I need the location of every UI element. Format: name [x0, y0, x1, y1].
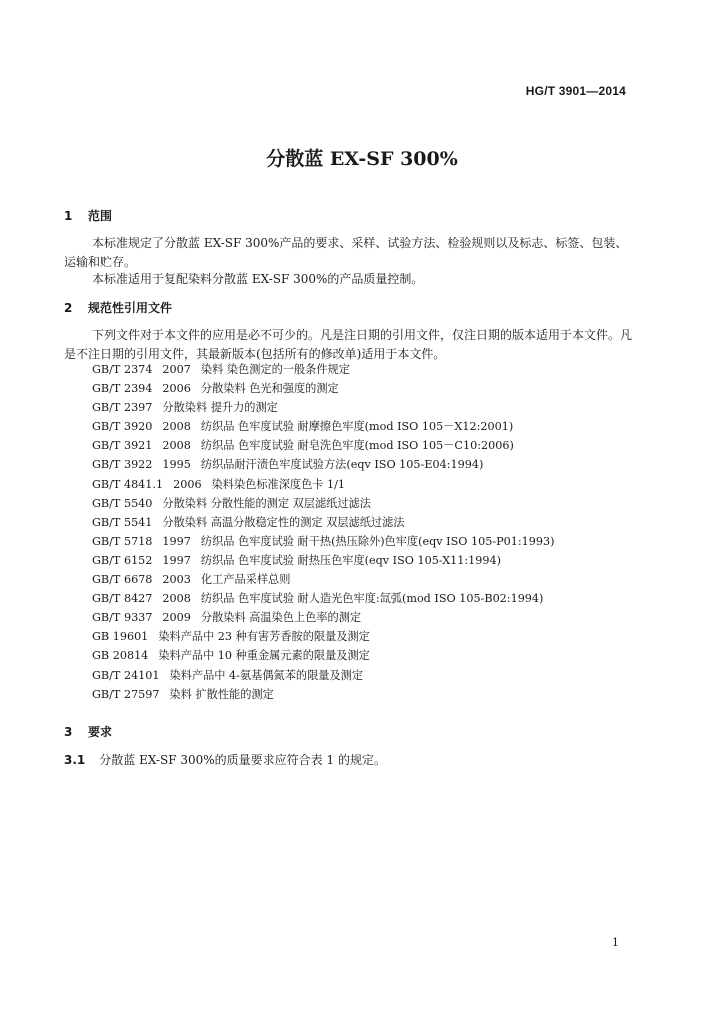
- reference-title: 染料产品中 23 种有害芳香胺的限量及测定: [158, 630, 370, 644]
- section-number: 1: [64, 209, 73, 223]
- section-title: 规范性引用文件: [88, 301, 173, 315]
- reference-code: GB/T 6152: [92, 553, 153, 567]
- reference-title: 纺织品 色牢度试验 耐热压色牢度(eqv ISO 105-X11:1994): [200, 553, 502, 567]
- reference-title: 纺织品 色牢度试验 耐干热(热压除外)色牢度(eqv ISO 105-P01:1993): [200, 534, 555, 548]
- reference-year: 1995: [162, 458, 191, 472]
- reference-item: [92, 455, 554, 474]
- reference-item: [92, 685, 554, 704]
- reference-item: [92, 398, 554, 417]
- reference-title: 纺织品 色牢度试验 耐皂洗色牢度(mod ISO 105－C10:2006): [200, 439, 514, 453]
- reference-item: [92, 589, 554, 608]
- section-title: 范围: [88, 209, 113, 223]
- reference-item: [92, 570, 554, 589]
- reference-item: [92, 551, 554, 570]
- reference-item: [92, 646, 554, 665]
- reference-year: 2008: [162, 439, 191, 453]
- reference-title: 染料产品中 4-氨基偶氮苯的限量及测定: [169, 668, 364, 682]
- reference-title: 分散染料 高温分散稳定性的测定 双层滤纸过滤法: [162, 515, 405, 529]
- reference-item: [92, 379, 554, 398]
- standard-code-header: HG/T 3901—2014: [525, 84, 626, 98]
- reference-item: [92, 475, 554, 494]
- reference-title: 纺织品 色牢度试验 耐人造光色牢度:氙弧(mod ISO 105-B02:1994): [200, 592, 544, 606]
- reference-item: [92, 494, 554, 513]
- reference-title: 染料 染色测定的一般条件规定: [200, 363, 350, 376]
- reference-code: GB 20814: [92, 649, 149, 663]
- reference-title: 纺织品 色牢度试验 耐摩擦色牢度(mod ISO 105－X12:2001): [200, 420, 514, 434]
- reference-year: 2006: [173, 477, 202, 491]
- reference-title: 纺织品耐汗渍色牢度试验方法(eqv ISO 105-E04:1994): [200, 458, 484, 472]
- reference-year: 2007: [162, 363, 191, 376]
- normative-intro-paragraph: 下列文件对于本文件的应用是必不可少的。凡是注日期的引用文件，仅注日期的版本适用于本文件。凡是不注日期的引用文件，其最新版本(包括所有的修改单)适用于本文件。: [64, 328, 633, 361]
- scope-paragraph-1: 本标准规定了分散蓝 EX-SF 300%产品的要求、采样、试验方法、检验规则以及标志、标签、包装、运输和贮存。: [64, 236, 628, 269]
- reference-code: GB/T 5540: [92, 496, 153, 510]
- reference-code: GB/T 9337: [92, 611, 153, 625]
- reference-code: GB/T 24101: [92, 668, 160, 682]
- reference-year: 2009: [162, 611, 191, 625]
- clause-3-1: [64, 751, 386, 768]
- reference-item: [92, 513, 554, 532]
- reference-list: [92, 360, 554, 704]
- section-number: 3: [64, 725, 73, 739]
- reference-code: GB/T 2374: [92, 363, 153, 376]
- section-1-heading: [64, 207, 112, 224]
- reference-title: 化工产品采样总则: [200, 573, 291, 587]
- reference-code: GB/T 2397: [92, 401, 153, 415]
- reference-code: GB/T 27597: [92, 687, 160, 701]
- clause-text: 分散蓝 EX-SF 300%的质量要求应符合表 1 的规定。: [99, 753, 386, 767]
- reference-code: GB/T 4841.1: [92, 477, 164, 491]
- reference-code: GB/T 3922: [92, 458, 153, 472]
- reference-item: [92, 666, 554, 685]
- reference-code: GB/T 3921: [92, 439, 153, 453]
- clause-number: 3.1: [64, 753, 86, 767]
- reference-code: GB/T 8427: [92, 592, 153, 606]
- reference-code: GB/T 5718: [92, 534, 153, 548]
- reference-title: 分散染料 分散性能的测定 双层滤纸过滤法: [162, 496, 371, 510]
- reference-year: 2003: [162, 573, 191, 587]
- reference-item: [92, 436, 554, 455]
- reference-item: [92, 417, 554, 436]
- reference-code: GB/T 5541: [92, 515, 153, 529]
- reference-year: 2006: [162, 382, 191, 396]
- reference-title: 染料产品中 10 种重金属元素的限量及测定: [158, 649, 370, 663]
- section-3-heading: [64, 723, 112, 740]
- reference-title: 分散染料 提升力的测定: [162, 401, 278, 415]
- reference-item: [92, 608, 554, 627]
- reference-code: GB/T 6678: [92, 573, 153, 587]
- reference-title: 染料染色标准深度色卡 1/1: [211, 477, 346, 491]
- reference-item: [92, 360, 554, 379]
- scope-paragraph-2: 本标准适用于复配染料分散蓝 EX-SF 300%的产品质量控制。: [92, 272, 424, 286]
- reference-title: 分散染料 色光和强度的测定: [200, 382, 339, 396]
- reference-title: 染料 扩散性能的测定: [169, 687, 274, 701]
- section-number: 2: [64, 301, 73, 315]
- reference-code: GB/T 3920: [92, 420, 153, 434]
- document-title: 分散蓝 EX-SF 300%: [266, 148, 458, 170]
- page-number: 1: [612, 936, 619, 949]
- reference-year: 2008: [162, 420, 191, 434]
- section-title: 要求: [88, 725, 113, 739]
- section-2-heading: [64, 299, 172, 316]
- reference-year: 1997: [162, 553, 191, 567]
- reference-item: [92, 532, 554, 551]
- reference-year: 2008: [162, 592, 191, 606]
- reference-code: GB/T 2394: [92, 382, 153, 396]
- reference-year: 1997: [162, 534, 191, 548]
- reference-code: GB 19601: [92, 630, 149, 644]
- reference-item: [92, 627, 554, 646]
- reference-title: 分散染料 高温染色上色率的测定: [200, 611, 362, 625]
